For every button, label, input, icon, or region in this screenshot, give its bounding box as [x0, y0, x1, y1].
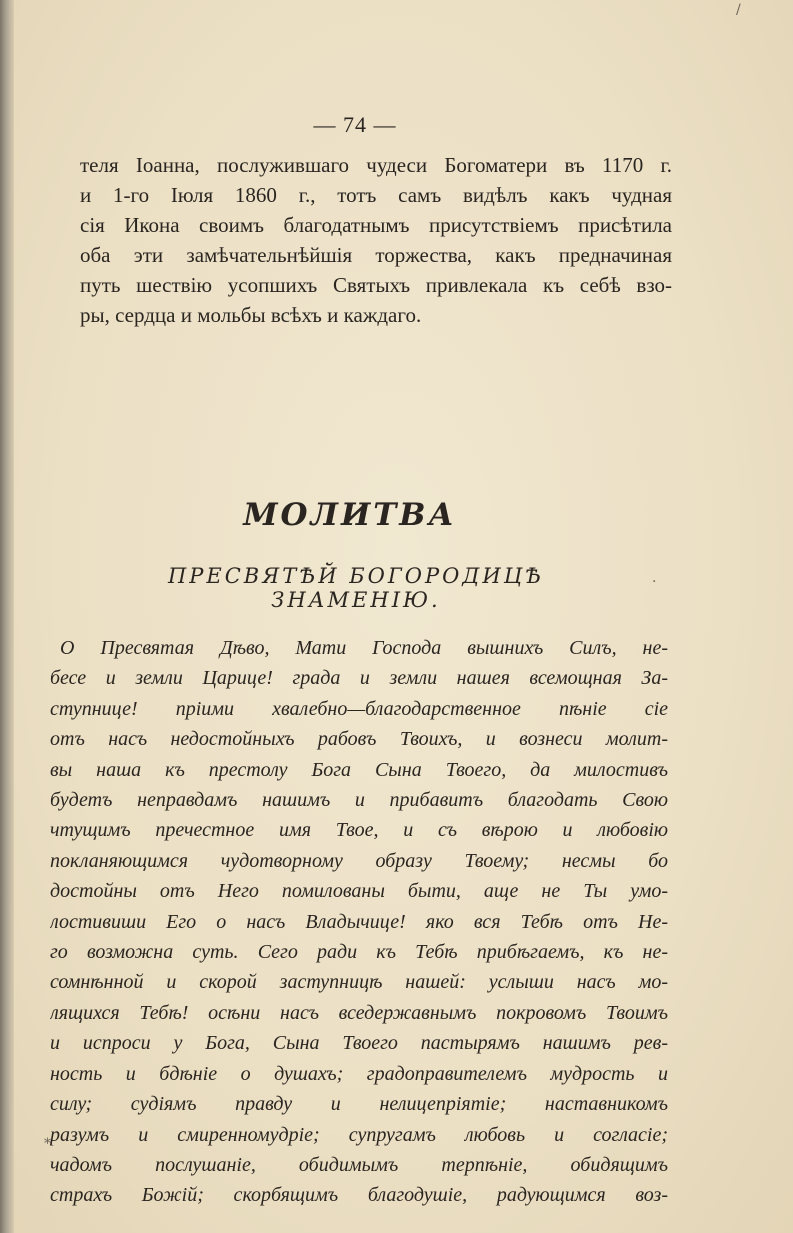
prayer-line: будетъ неправдамъ нашимъ и прибавитъ благодать Свою: [50, 789, 668, 812]
paper-mark: *: [44, 1136, 51, 1152]
prayer-line: О Пресвятая Дѣво, Мати Господа вышнихъ Силъ, не-: [60, 637, 668, 659]
page-number: — 74 —: [313, 112, 397, 137]
prayer-line: ность и бдѣніе о душахъ; градоправителемъ мудрость и: [50, 1062, 668, 1085]
page-binding-edge: [0, 0, 14, 1233]
prayer-line: покланяющимся чудотворному образу Твоему; несмы бо: [50, 849, 668, 872]
text-line: и 1-го Іюля 1860 г., тотъ самъ видѣлъ какъ чудная: [80, 183, 672, 207]
prayer-line: чадомъ послушаніе, обидимымъ терпѣніе, обидящимъ: [50, 1153, 668, 1176]
prayer-line: вы наша къ престолу Бога Сына Твоего, да милостивъ: [50, 758, 668, 781]
prayer-line: и испроси у Бога, Сына Твоего пастырямъ нашимъ рев-: [50, 1032, 668, 1055]
text-line: ры, сердца и мольбы всѣхъ и каждаго.: [80, 303, 422, 327]
prayer-line: отъ насъ недостойныхъ рабовъ Твоихъ, и вознеси молит-: [50, 728, 668, 751]
text-line: сія Икона своимъ благодатнымъ присутствіемъ присѣтила: [80, 213, 672, 237]
prayer-line: сомнѣнной и скорой заступницѣ нашей: услыши насъ мо-: [50, 971, 668, 994]
paper-mark: ·: [652, 574, 657, 590]
prayer-line: силу; судіямъ правду и нелицепріятіе; наставникомъ: [50, 1093, 668, 1116]
prayer-text: [50, 633, 668, 1211]
text-line: теля Іоанна, послужившаго чудеси Богоматери въ 1170 г.: [80, 153, 672, 177]
prayer-line: достойны отъ Него помилованы быти, аще не Ты умо-: [50, 880, 668, 903]
text-line: оба эти замѣчательнѣйшія торжества, какъ предначиная: [80, 243, 672, 267]
prayer-line: страхъ Божій; скорбящимъ благодушіе, радующимся воз-: [50, 1184, 668, 1207]
prayer-line: лящихся Тебѣ! осѣни насъ вседержавнымъ покровомъ Твоимъ: [50, 1001, 668, 1024]
intro-paragraph: [80, 150, 672, 330]
prayer-line: чтущимъ пречестное имя Твое, и съ вѣрою и любовію: [50, 819, 668, 842]
paper-mark: /: [736, 2, 741, 18]
text-line: путь шествію усопшихъ Святыхъ привлекала къ себѣ взо-: [80, 273, 672, 297]
prayer-line: бесе и земли Царице! града и земли нашея всемощная За-: [50, 667, 668, 690]
prayer-line: го возможна суть. Сего ради къ Тебѣ прибѣгаемъ, къ не-: [50, 941, 668, 964]
prayer-line: лостивиши Его о насъ Владычице! яко вся Тебѣ отъ Не-: [50, 910, 668, 933]
prayer-title: МОЛИТВА: [243, 497, 457, 533]
prayer-line: ступнице! пріими хвалебно—благодарственное пѣніе сіе: [50, 697, 668, 720]
prayer-subtitle: ПРЕСВЯТѢЙ БОГОРОДИЦѢ ЗНАМЕНІЮ.: [167, 564, 545, 612]
prayer-line: разумъ и смиренномудріе; супругамъ любовь и согласіе;: [50, 1123, 668, 1146]
